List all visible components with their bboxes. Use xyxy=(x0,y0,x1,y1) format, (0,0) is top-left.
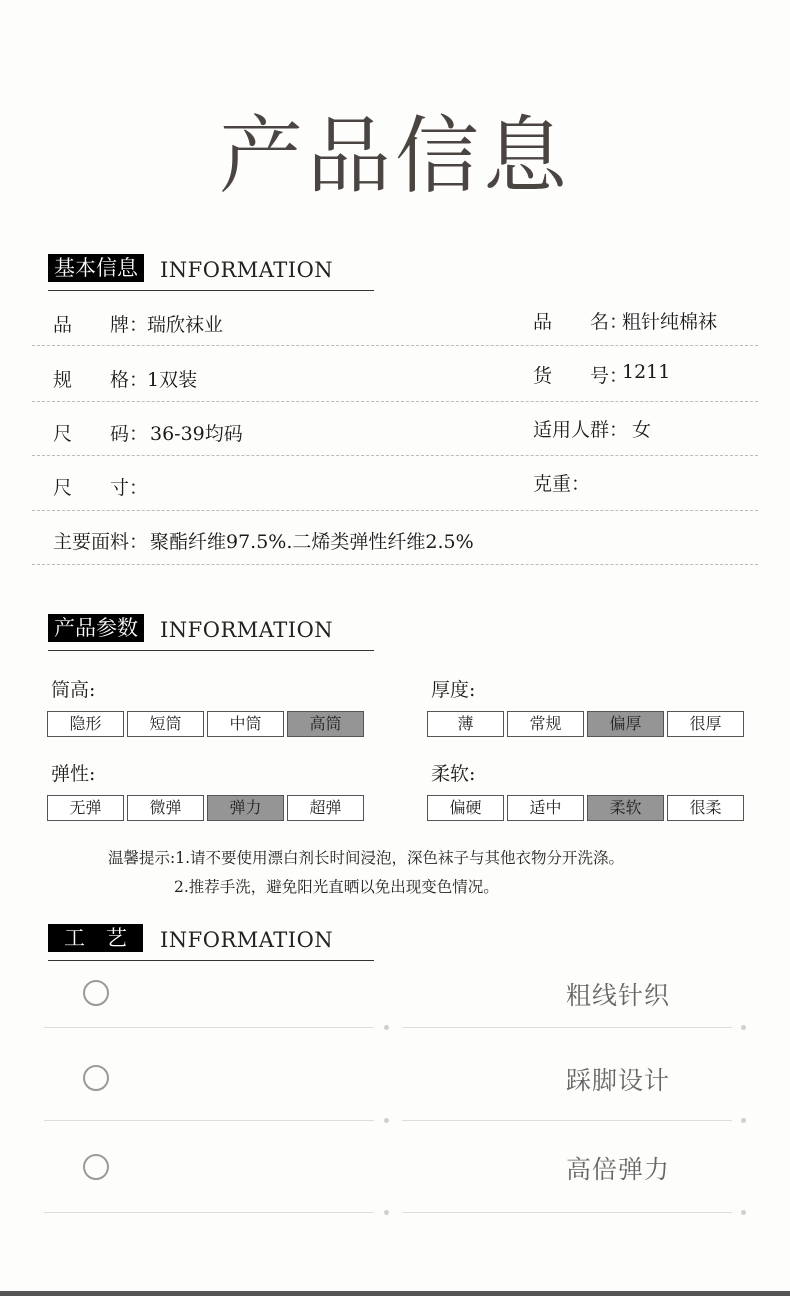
page-title: 产品信息 xyxy=(218,107,571,205)
option-cell-selected: 弹力 xyxy=(207,795,284,821)
divider-dot xyxy=(741,1118,746,1123)
brand-value: 瑞欣袜业 xyxy=(147,314,224,336)
option-cell: 微弹 xyxy=(127,795,204,821)
target-people-value: 女 xyxy=(632,419,652,441)
option-cell: 无弹 xyxy=(47,795,124,821)
option-cell-selected: 偏厚 xyxy=(587,711,664,737)
option-cell-selected: 柔软 xyxy=(587,795,664,821)
divider-dot xyxy=(384,1025,389,1030)
section-subtitle: INFORMATION xyxy=(160,928,334,952)
param-height-options xyxy=(47,711,364,737)
param-elastic-name: 弹性: xyxy=(51,763,96,785)
section-header-params xyxy=(48,614,374,651)
circle-bullet-icon xyxy=(83,1154,109,1180)
target-people-label: 适用人群： xyxy=(533,419,629,441)
material-label: 主要面料： xyxy=(53,531,149,553)
divider-dot xyxy=(741,1210,746,1215)
option-cell: 很厚 xyxy=(667,711,744,737)
option-cell: 中筒 xyxy=(207,711,284,737)
option-cell: 适中 xyxy=(507,795,584,821)
product-name-value: 粗针纯棉袜 xyxy=(622,311,718,333)
section-header-basic xyxy=(48,254,374,291)
param-softness-options xyxy=(427,795,744,821)
row-divider xyxy=(32,401,758,402)
row-divider xyxy=(32,455,758,456)
item-number-label: 货 号： xyxy=(533,365,629,387)
divider-line xyxy=(402,1212,732,1213)
spec-label: 规 格： xyxy=(53,369,149,391)
size-value: 36-39均码 xyxy=(150,423,243,445)
option-cell: 常规 xyxy=(507,711,584,737)
craft-feature-2: 踩脚设计 xyxy=(566,1066,671,1095)
divider-line xyxy=(44,1027,374,1028)
param-softness-name: 柔软: xyxy=(431,763,476,785)
option-cell: 超弹 xyxy=(287,795,364,821)
divider-line xyxy=(44,1212,374,1213)
option-cell: 很柔 xyxy=(667,795,744,821)
param-height-name: 筒高: xyxy=(51,679,96,701)
craft-feature-1: 粗线针织 xyxy=(566,981,671,1010)
circle-bullet-icon xyxy=(83,1065,109,1091)
row-divider xyxy=(32,510,758,511)
option-cell: 隐形 xyxy=(47,711,124,737)
section-tag: 工 艺 xyxy=(48,924,143,952)
section-header-craft xyxy=(48,924,374,961)
option-cell: 薄 xyxy=(427,711,504,737)
section-subtitle: INFORMATION xyxy=(160,618,334,642)
option-cell: 短筒 xyxy=(127,711,204,737)
divider-line xyxy=(402,1027,732,1028)
option-cell-selected: 高筒 xyxy=(287,711,364,737)
section-subtitle: INFORMATION xyxy=(160,258,334,282)
divider-line xyxy=(44,1120,374,1121)
row-divider xyxy=(32,564,758,565)
material-value: 聚酯纤维97.5%.二烯类弹性纤维2.5% xyxy=(150,531,474,553)
param-thickness-name: 厚度: xyxy=(431,679,476,701)
care-tip-line-2: 2.推荐手洗，避免阳光直晒以免出现变色情况。 xyxy=(174,878,499,896)
craft-feature-3: 高倍弹力 xyxy=(566,1155,671,1184)
size-label: 尺 码： xyxy=(53,423,149,445)
param-thickness-options xyxy=(427,711,744,737)
item-number-value: 1211 xyxy=(622,361,671,383)
bottom-bar xyxy=(0,1291,790,1296)
divider-line xyxy=(402,1120,732,1121)
circle-bullet-icon xyxy=(83,980,109,1006)
row-divider xyxy=(32,345,758,346)
brand-label: 品 牌： xyxy=(53,314,149,336)
divider-dot xyxy=(384,1118,389,1123)
section-tag: 基本信息 xyxy=(48,254,144,282)
care-tip-line-1: 温馨提示:1.请不要使用漂白剂长时间浸泡，深色袜子与其他衣物分开洗涤。 xyxy=(108,849,625,867)
weight-label: 克重： xyxy=(533,473,591,495)
divider-dot xyxy=(384,1210,389,1215)
product-name-label: 品 名： xyxy=(533,311,629,333)
divider-dot xyxy=(741,1025,746,1030)
dimension-label: 尺 寸： xyxy=(53,477,149,499)
spec-value: 1双装 xyxy=(147,369,198,391)
section-tag: 产品参数 xyxy=(48,614,144,642)
option-cell: 偏硬 xyxy=(427,795,504,821)
param-elastic-options xyxy=(47,795,364,821)
